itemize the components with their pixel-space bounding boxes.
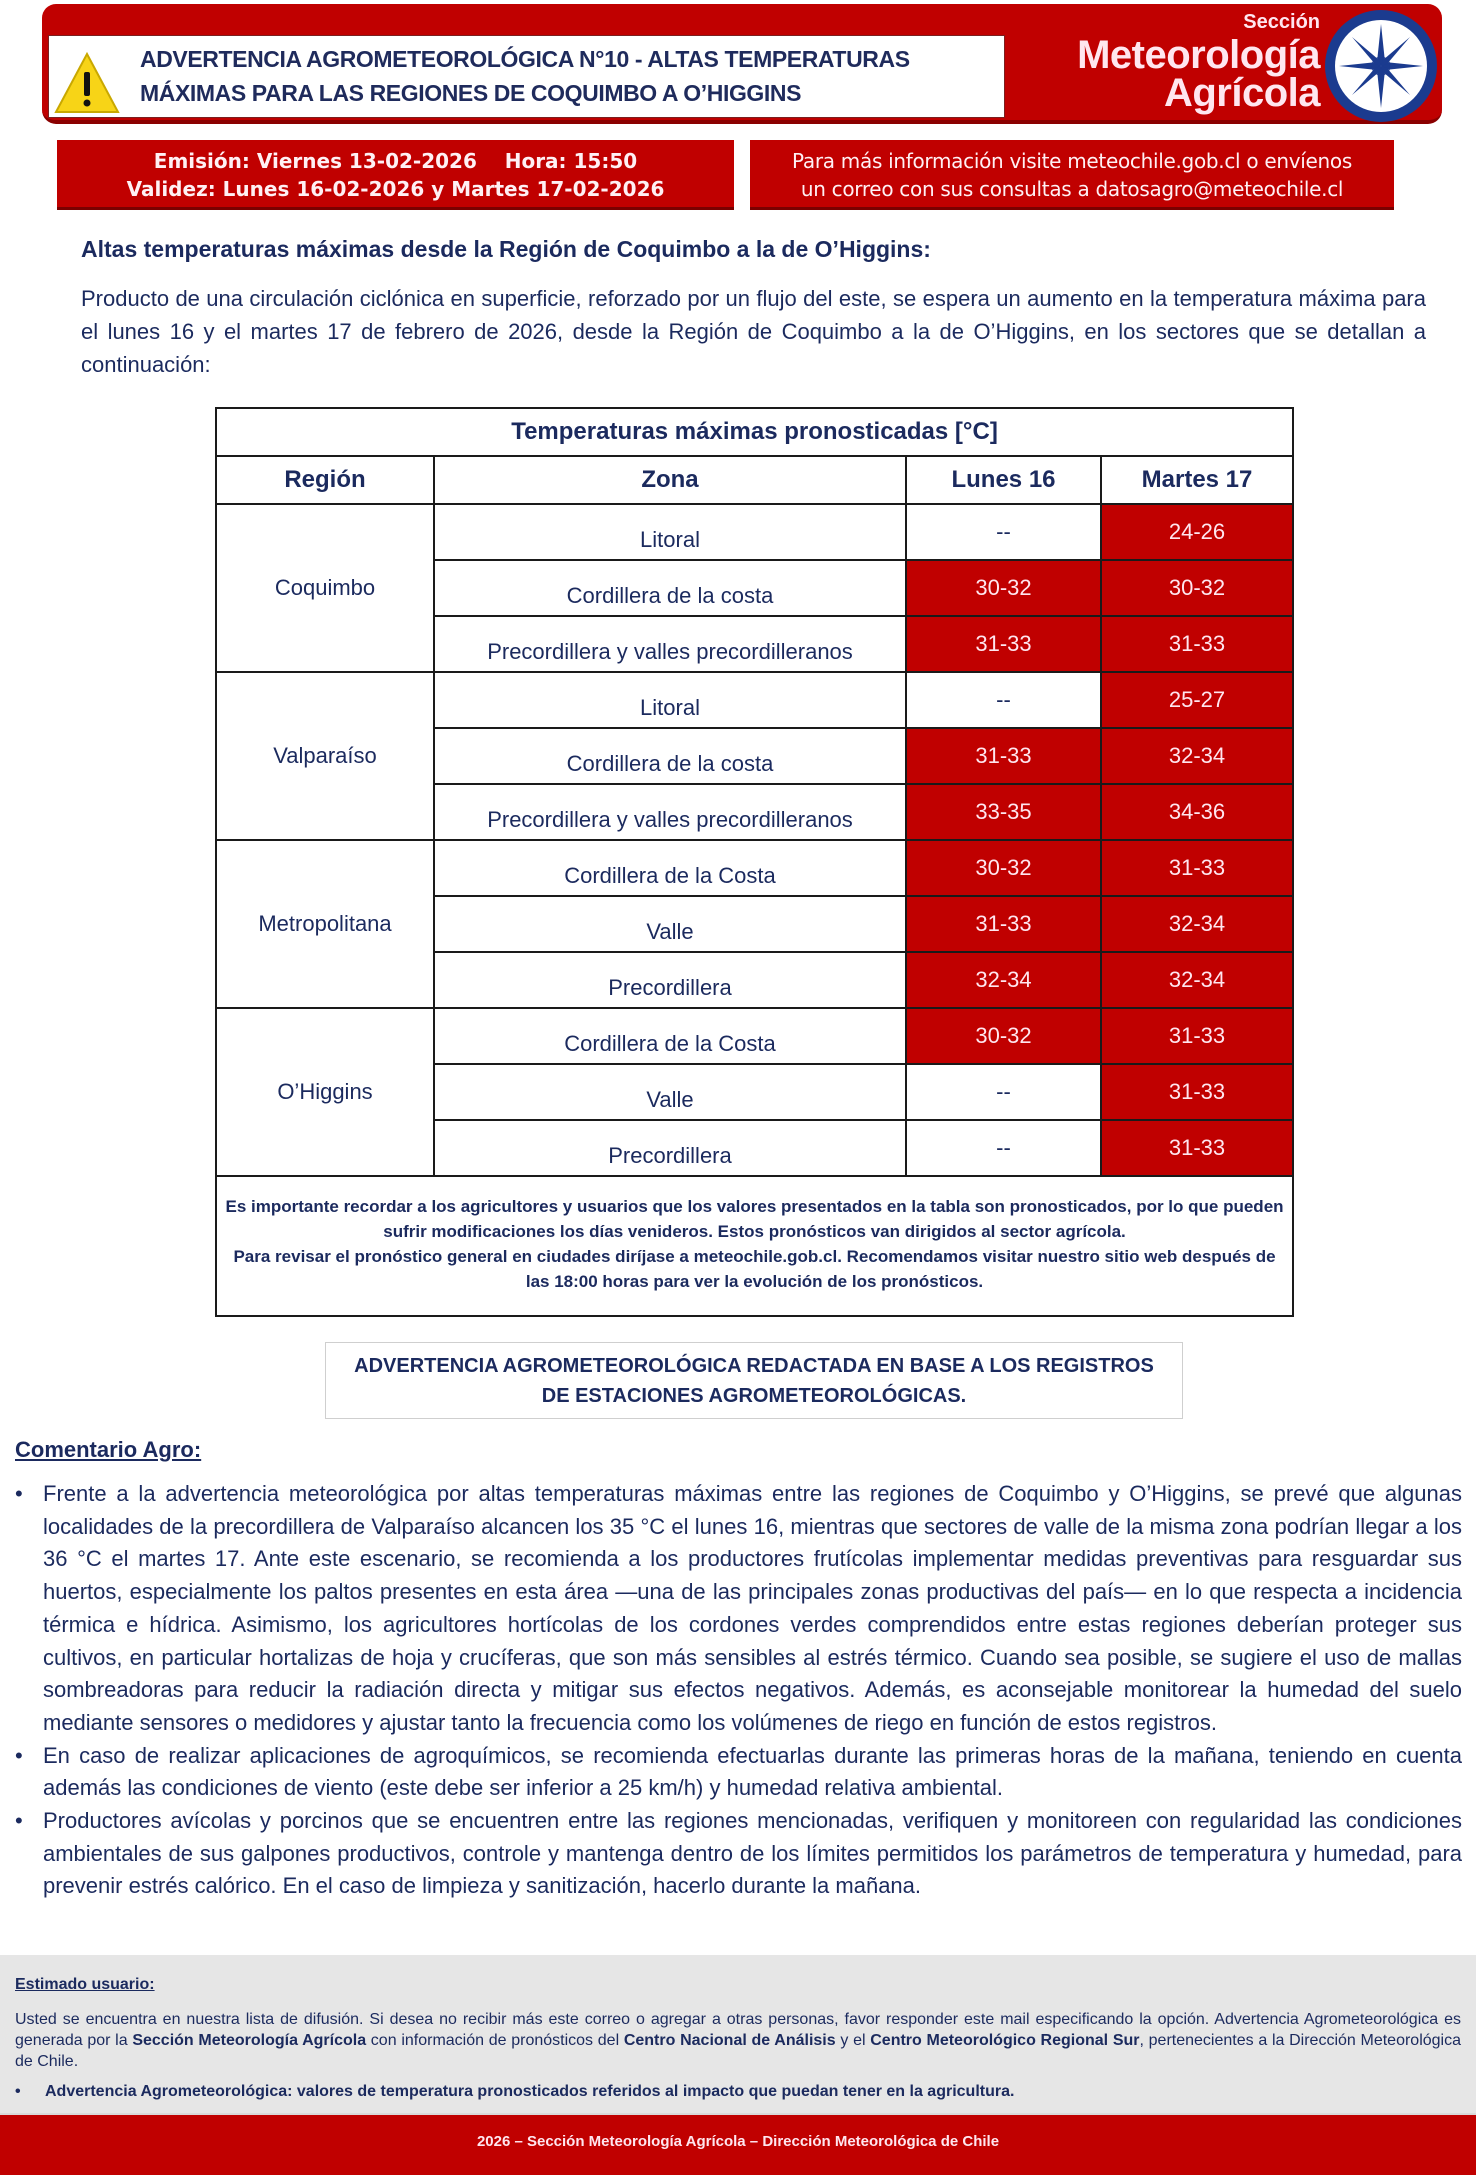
zona-cell: Cordillera de la Costa	[434, 840, 906, 896]
header-martes: Martes 17	[1101, 456, 1293, 504]
header-zona: Zona	[434, 456, 906, 504]
lunes-value-cell: 31-33	[906, 896, 1101, 952]
zona-cell: Cordillera de la costa	[434, 560, 906, 616]
intro-paragraph: Producto de una circulación ciclónica en superficie, reforzado por un flujo del este, se espera un aumento en la temperatura máxima para el lunes 16 y el martes 17 de febrero de 2026, desde la Región de Coquimbo a la de O’Higgins, en los sectores que se detallan a continuación:	[81, 286, 1426, 377]
comentario-text: En caso de realizar aplicaciones de agroquímicos, se recomienda efectuarlas durante las primeras horas de la mañana, teniendo en cuenta además las condiciones de viento (este debe ser inferior a 25 km/h) y humedad relativa ambiental.	[43, 1742, 1462, 1801]
region-cell: Coquimbo	[216, 504, 434, 672]
zona-cell: Litoral	[434, 672, 906, 728]
martes-value-cell: 31-33	[1101, 1008, 1293, 1064]
table-note	[216, 1176, 1293, 1316]
advertencia-box	[325, 1342, 1183, 1419]
lunes-value-cell: --	[906, 672, 1101, 728]
footer-text	[15, 2009, 1461, 2072]
section-logo	[1012, 10, 1320, 122]
footer-bullet	[15, 2083, 1014, 2101]
emission-date: Emisión: Viernes 13-02-2026 Hora: 15:50	[153, 149, 638, 173]
martes-value-cell: 31-33	[1101, 1064, 1293, 1120]
region-cell: O’Higgins	[216, 1008, 434, 1176]
lunes-value-cell: --	[906, 1064, 1101, 1120]
footer-bold-centro-regional: Centro Meteorológico Regional Sur	[870, 2032, 1140, 2049]
header-lunes: Lunes 16	[906, 456, 1101, 504]
zona-cell: Valle	[434, 896, 906, 952]
section-heading: Altas temperaturas máximas desde la Región de Coquimbo a la de O’Higgins:	[81, 236, 931, 262]
zona-cell: Precordillera	[434, 952, 906, 1008]
dmc-seal-icon	[1325, 10, 1437, 122]
zona-cell: Valle	[434, 1064, 906, 1120]
table-header-row	[216, 456, 1293, 504]
bullet-icon: •	[15, 1481, 23, 1506]
footer-text-part: y el	[835, 2032, 871, 2049]
lunes-value-cell: 32-34	[906, 952, 1101, 1008]
table-note-line-1: Es importante recordar a los agricultores y usuarios que los valores presentados en la tabla son pronosticados, por lo que pueden sufrir modificaciones los días venideros. Estos pronósticos van dirigidos al sector agrícola.	[225, 1197, 1284, 1241]
advertencia-line-2: DE ESTACIONES AGROMETEOROLÓGICAS.	[541, 1385, 967, 1407]
table-caption: Temperaturas máximas pronosticadas [°C]	[216, 408, 1293, 456]
bullet-icon: •	[15, 2083, 21, 2100]
logo-seccion: Sección	[1243, 11, 1320, 33]
bullet-icon: •	[15, 1808, 23, 1834]
comentario-text: Productores avícolas y porcinos que se encuentren entre las regiones mencionadas, verifiquen y monitoreen con regularidad las condiciones ambientales de sus galpones productivos, controle y mantenga dentro de los límites permitidos los parámetros de temperatura y humedad, para prevenir estrés calórico. En el caso de limpieza y sanitización, hacerlo durante la mañana.	[43, 1808, 1462, 1899]
zona-cell: Precordillera y valles precordilleranos	[434, 784, 906, 840]
region-cell: Metropolitana	[216, 840, 434, 1008]
footer-copyright: 2026 – Sección Meteorología Agrícola – Dirección Meteorológica de Chile	[476, 2133, 1000, 2150]
lunes-value-cell: 31-33	[906, 728, 1101, 784]
zona-cell: Precordillera y valles precordilleranos	[434, 616, 906, 672]
header-region: Región	[216, 456, 434, 504]
contact-info-box	[750, 140, 1394, 210]
footer-text-part: con información de pronósticos del	[366, 2032, 624, 2049]
footer-bullet-text: Advertencia Agrometeorológica: valores de temperatura pronosticados referidos al impacto que puedan tener en la agricultura.	[45, 2083, 1015, 2100]
title-line-2: MÁXIMAS PARA LAS REGIONES DE COQUIMBO A O’HIGGINS	[140, 80, 802, 106]
validity-dates: Validez: Lunes 16-02-2026 y Martes 17-02-2026	[126, 177, 665, 201]
martes-value-cell: 25-27	[1101, 672, 1293, 728]
zona-cell: Cordillera de la Costa	[434, 1008, 906, 1064]
footer-heading: Estimado usuario:	[15, 1976, 155, 1993]
lunes-value-cell: 30-32	[906, 1008, 1101, 1064]
contact-line-1: Para más información visite meteochile.gob.cl o envíenos	[792, 149, 1352, 173]
logo-agricola: Agrícola	[1163, 71, 1320, 115]
footer-bold-seccion: Sección Meteorología Agrícola	[132, 2032, 367, 2049]
lunes-value-cell: 33-35	[906, 784, 1101, 840]
page-title	[140, 42, 998, 110]
footer-bold-centro-nacional: Centro Nacional de Análisis	[623, 2032, 836, 2049]
martes-value-cell: 31-33	[1101, 840, 1293, 896]
martes-value-cell: 31-33	[1101, 616, 1293, 672]
martes-value-cell: 32-34	[1101, 952, 1293, 1008]
martes-value-cell: 30-32	[1101, 560, 1293, 616]
table-row	[216, 504, 1293, 560]
comentario-text: Frente a la advertencia meteorológica por altas temperaturas máximas entre las regiones de Coquimbo y O’Higgins, se prevé que algunas localidades de la precordillera de Valparaíso alcancen los 35 °C el lunes 16, mientras que sectores de valle de la misma zona podrían llegar a los 36 °C el martes 17. Ante este escenario, se recomienda a los productores frutícolas implementar medidas preventivas para resguardar sus huertos, especialmente los paltos presentes en esta área —una de las principales zonas productivas del país— en lo que respecta a incidencia térmica e hídrica. Asimismo, los agricultores hortícolas de los cordones verdes comprendidos entre estas regiones deberían proteger sus cultivos, en particular hortalizas de hoja y crucíferas, que son más sensibles al estrés térmico. Cuando sea posible, se sugiere el uso de mallas sombreadoras para reducir la radiación directa y mitigar sus efectos negativos. Además, es aconsejable monitorear la humedad del suelo mediante sensores o medidores y ajustar tanto la frecuencia como los volúmenes de riego en función de estos registros.	[43, 1481, 1462, 1735]
lunes-value-cell: 30-32	[906, 840, 1101, 896]
comentario-item	[15, 1805, 1462, 1903]
martes-value-cell: 24-26	[1101, 504, 1293, 560]
lunes-value-cell: 31-33	[906, 616, 1101, 672]
comentario-item	[15, 1740, 1462, 1805]
footer-text-part: , pertenecientes a la Dirección Meteorológica de Chile.	[15, 2032, 1461, 2070]
title-line-1: ADVERTENCIA AGROMETEOROLÓGICA N°10 - ALTAS TEMPERATURAS	[140, 46, 910, 72]
region-cell: Valparaíso	[216, 672, 434, 840]
table-body	[216, 504, 1293, 1176]
table-row	[216, 840, 1293, 896]
emission-info-box	[57, 140, 734, 210]
martes-value-cell: 32-34	[1101, 728, 1293, 784]
zona-cell: Precordillera	[434, 1120, 906, 1176]
contact-line-2: un correo con sus consultas a datosagro@meteochile.cl	[800, 177, 1344, 201]
warning-triangle-icon	[54, 52, 120, 114]
martes-value-cell: 31-33	[1101, 1120, 1293, 1176]
table-note-line-2: Para revisar el pronóstico general en ciudades diríjase a meteochile.gob.cl. Recomendamos visitar nuestro sitio web después de las 18:00 horas para ver la evolución de los pronósticos.	[233, 1247, 1276, 1291]
martes-value-cell: 34-36	[1101, 784, 1293, 840]
compass-rose-icon	[1335, 20, 1427, 112]
martes-value-cell: 32-34	[1101, 896, 1293, 952]
forecast-table	[215, 407, 1294, 1317]
lunes-value-cell: --	[906, 1120, 1101, 1176]
advertencia-line-1: ADVERTENCIA AGROMETEOROLÓGICA REDACTADA EN BASE A LOS REGISTROS	[354, 1355, 1154, 1377]
footer-text-part: Usted se encuentra en nuestra lista de difusión. Si desea no recibir más este correo o agregar a otras personas, favor responder este mail especificando la opción. Advertencia Agrometeorológica es generada por la	[15, 2011, 1461, 2049]
table-row	[216, 672, 1293, 728]
zona-cell: Litoral	[434, 504, 906, 560]
logo-meteorologia: Meteorología	[1077, 33, 1320, 77]
lunes-value-cell: --	[906, 504, 1101, 560]
lunes-value-cell: 30-32	[906, 560, 1101, 616]
comentario-item	[15, 1478, 1462, 1740]
seal-inner	[1335, 20, 1427, 112]
zona-cell: Cordillera de la costa	[434, 728, 906, 784]
comentario-heading: Comentario Agro:	[15, 1437, 202, 1462]
comentario-list	[15, 1478, 1462, 1903]
bullet-icon: •	[15, 1742, 23, 1768]
table-row	[216, 1008, 1293, 1064]
